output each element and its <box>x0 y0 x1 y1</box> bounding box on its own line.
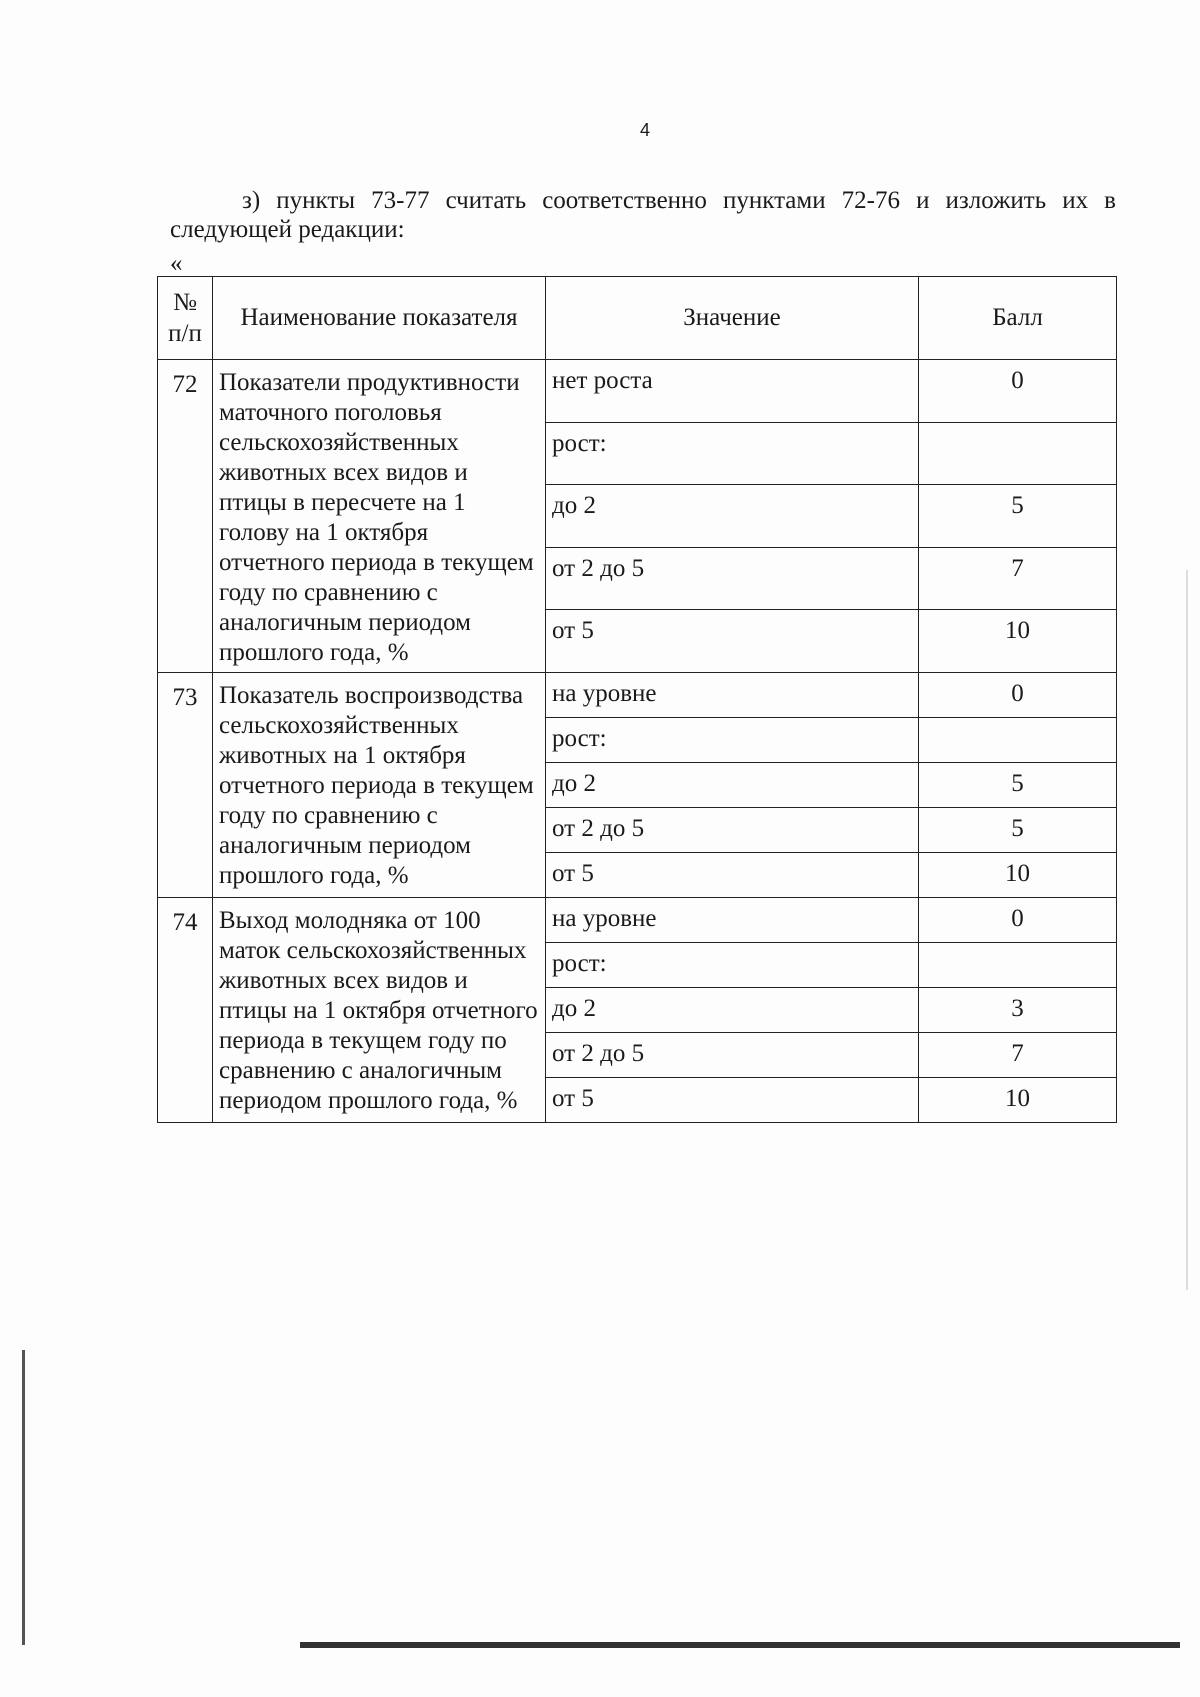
value-cell: рост: <box>546 422 919 485</box>
value-cell: от 5 <box>546 610 919 673</box>
opening-quote: « <box>170 250 183 277</box>
table-row <box>158 673 1117 718</box>
table-header-row <box>158 277 1117 360</box>
value-cell: от 5 <box>546 1078 919 1123</box>
score-cell: 0 <box>919 360 1117 423</box>
table-row <box>158 898 1117 943</box>
item-number: 74 <box>158 898 213 1123</box>
value-cell: от 2 до 5 <box>546 547 919 610</box>
score-cell: 10 <box>919 853 1117 898</box>
score-cell: 0 <box>919 673 1117 718</box>
item-number: 72 <box>158 360 213 673</box>
value-cell: до 2 <box>546 988 919 1033</box>
table-row <box>158 360 1117 423</box>
scan-bottom-line <box>300 1642 1180 1648</box>
value-cell: от 2 до 5 <box>546 808 919 853</box>
page-number: 4 <box>640 120 651 140</box>
value-cell: до 2 <box>546 763 919 808</box>
value-cell: на уровне <box>546 673 919 718</box>
header-value: Значение <box>546 277 919 360</box>
value-cell: от 5 <box>546 853 919 898</box>
score-cell: 5 <box>919 763 1117 808</box>
value-cell: до 2 <box>546 485 919 548</box>
score-cell <box>919 422 1117 485</box>
header-indicator-name: Наименование показателя <box>213 277 546 360</box>
score-cell: 0 <box>919 898 1117 943</box>
score-cell <box>919 943 1117 988</box>
scan-right-margin-mark <box>1186 570 1188 1290</box>
item-name: Показатели продуктивности маточного поголовья сельскохозяйственных животных всех видов и птицы в пересчете на 1 голову на 1 октября отчетного периода в текущем году по сравнению с аналогичным периодом прошлого года, % <box>213 360 546 673</box>
item-name: Показатель воспроизводства сельскохозяйственных животных на 1 октября отчетного периода в текущем году по сравнению с аналогичным периодом прошлого года, % <box>213 673 546 898</box>
score-cell: 10 <box>919 1078 1117 1123</box>
scan-left-margin-mark <box>22 1350 25 1645</box>
header-number: № п/п <box>158 277 213 360</box>
intro-paragraph: з) пункты 73-77 считать соответственно пунктами 72-76 и изложить их в следующей редакции: <box>170 187 1116 243</box>
score-cell: 7 <box>919 1033 1117 1078</box>
score-cell: 7 <box>919 547 1117 610</box>
score-cell <box>919 718 1117 763</box>
score-cell: 10 <box>919 610 1117 673</box>
value-cell: рост: <box>546 718 919 763</box>
score-cell: 5 <box>919 485 1117 548</box>
value-cell: рост: <box>546 943 919 988</box>
score-cell: 5 <box>919 808 1117 853</box>
value-cell: нет роста <box>546 360 919 423</box>
item-name: Выход молодняка от 100 маток сельскохозяйственных животных всех видов и птицы на 1 октября отчетного периода в текущем году по сравнению с аналогичным периодом прошлого года, % <box>213 898 546 1123</box>
header-score: Балл <box>919 277 1117 360</box>
score-cell: 3 <box>919 988 1117 1033</box>
value-cell: от 2 до 5 <box>546 1033 919 1078</box>
indicators-table <box>157 276 1117 1123</box>
item-number: 73 <box>158 673 213 898</box>
value-cell: на уровне <box>546 898 919 943</box>
